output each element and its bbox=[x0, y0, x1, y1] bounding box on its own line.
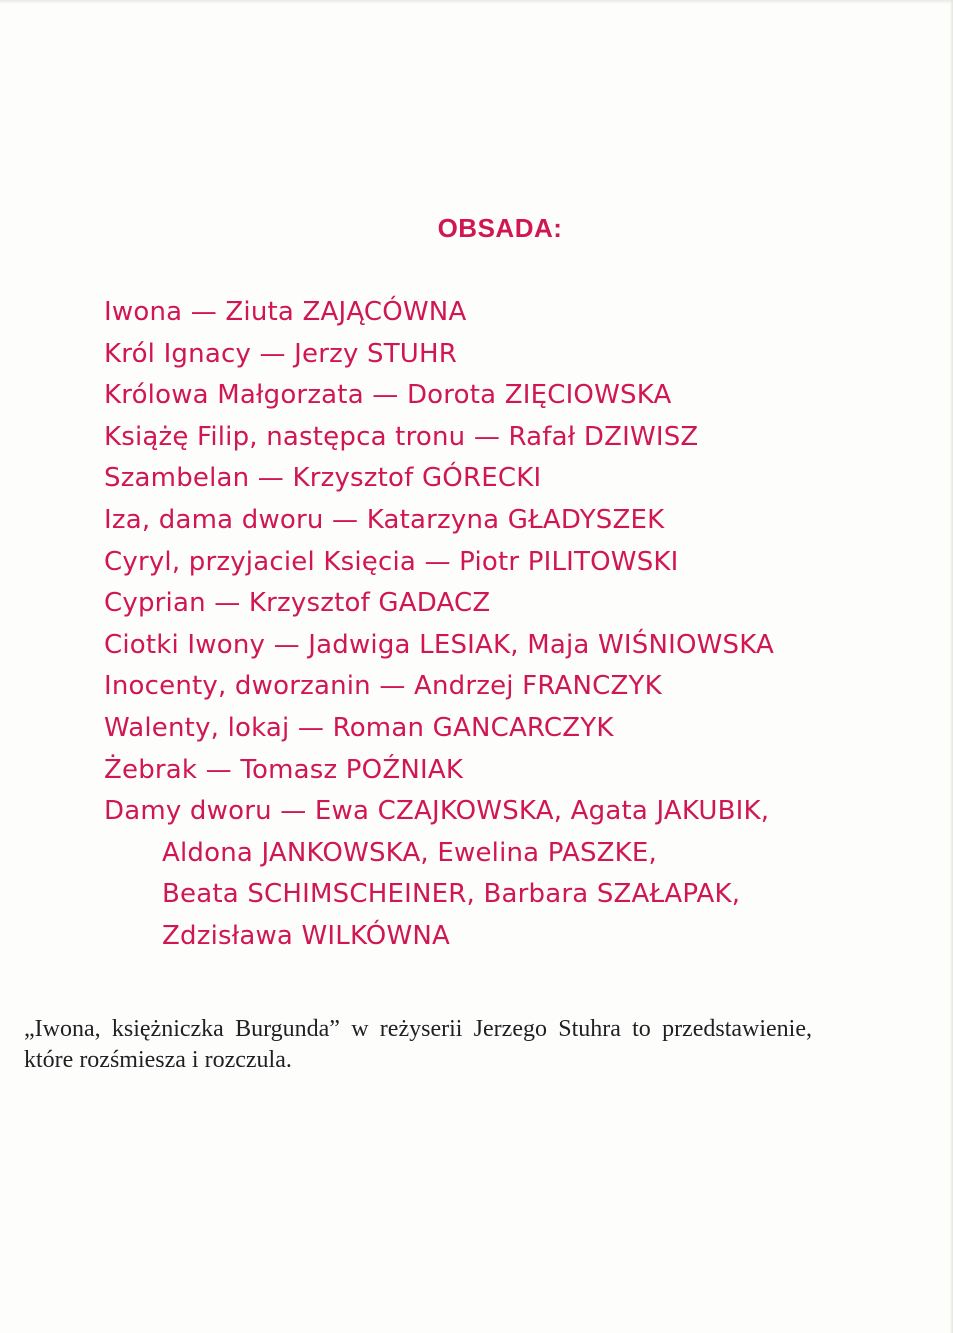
cast-entry: Cyprian — Krzysztof GADACZ bbox=[104, 588, 491, 619]
production-note: „Iwona, księżniczka Burgunda” w reżyserii Jerzego Stuhra to przedstawienie, które rozśmiesza i rozczula. bbox=[24, 1016, 812, 1073]
cast-entry: Iza, dama dworu — Katarzyna GŁADYSZEK bbox=[104, 504, 665, 535]
cast-entry-continuation: Zdzisława WILKÓWNA bbox=[162, 920, 451, 951]
cast-entry: Książę Filip, następca tronu — Rafał DZIWISZ bbox=[104, 421, 699, 452]
cast-entry: Król Ignacy — Jerzy STUHR bbox=[104, 338, 458, 369]
cast-entry: Szambelan — Krzysztof GÓRECKI bbox=[104, 463, 542, 494]
cast-entry: Żebrak — Tomasz POŹNIAK bbox=[104, 754, 464, 785]
cast-entry: Iwona — Ziuta ZAJĄCÓWNA bbox=[104, 297, 467, 327]
cast-list bbox=[104, 292, 774, 958]
page-top-edge bbox=[0, 0, 953, 4]
cast-entry-continuation: Aldona JANKOWSKA, Ewelina PASZKE, bbox=[162, 837, 658, 868]
cast-entry: Walenty, lokaj — Roman GANCARCZYK bbox=[104, 712, 614, 743]
cast-entry-continuation: Beata SCHIMSCHEINER, Barbara SZAŁAPAK, bbox=[162, 879, 741, 910]
cast-heading: OBSADA: bbox=[437, 213, 563, 243]
cast-entry: Inocenty, dworzanin — Andrzej FRANCZYK bbox=[104, 671, 662, 702]
cast-entry: Cyryl, przyjaciel Księcia — Piotr PILITOWSKI bbox=[104, 546, 679, 577]
cast-entry: Damy dworu — Ewa CZAJKOWSKA, Agata JAKUBIK, bbox=[104, 796, 770, 827]
cast-entry: Ciotki Iwony — Jadwiga LESIAK, Maja WIŚNIOWSKA bbox=[104, 629, 775, 660]
cast-entry: Królowa Małgorzata — Dorota ZIĘCIOWSKA bbox=[104, 380, 672, 411]
